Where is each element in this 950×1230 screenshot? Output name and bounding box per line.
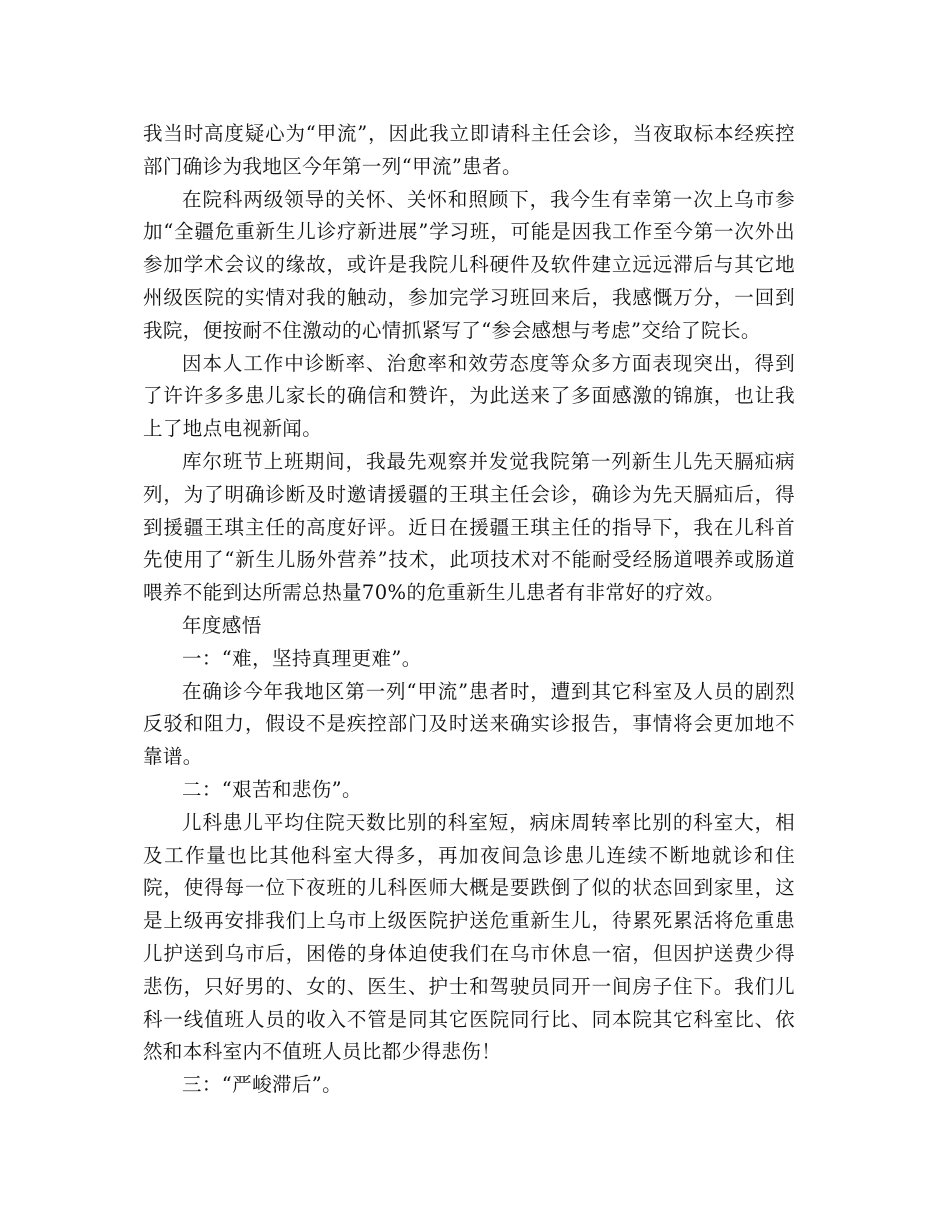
subheading: 三：“严峻滞后”。 (182, 1073, 343, 1097)
subheading: 一：“难，坚持真理更难”。 (182, 646, 422, 670)
subheading: 二：“艰苦和悲伤”。 (182, 777, 362, 801)
paragraph: 在确诊今年我地区第一列“甲流”患者时，遭到其它科室及人员的剧烈反驳和阻力，假设不是疾控部门及时送来确实诊报告，事情将会更加地不靠谱。 (143, 679, 795, 769)
paragraph: 儿科患儿平均住院天数比别的科室短，病床周转率比别的科室大，相及工作量也比其他科室大得多，再加夜间急诊患儿连续不断地就诊和住院，使得每一位下夜班的儿科医师大概是要跌倒了似的状态回到家里，这是上级再安排我们上乌市上级医院护送危重新生儿，待累死累活将危重患儿护送到乌市后，困倦的身体迫使我们在乌市休息一宿，但因护送费少得悲伤，只好男的、女的、医生、护士和驾驶员同开一间房子住下。我们儿科一线值班人员的收入不管是同其它医院同行比、同本院其它科室比、依然和本科室内不值班人员比都少得悲伤！ (143, 810, 795, 1064)
paragraph: 在院科两级领导的关怀、关怀和照顾下，我今生有幸第一次上乌市参加“全疆危重新生儿诊疗新进展”学习班，可能是因我工作至今第一次外出参加学术会议的缘故，或许是我院儿科硬件及软件建立远远滞后与其它地州级医院的实情对我的触动，参加完学习班回来后，我感慨万分，一回到我院，便按耐不住激动的心情抓紧写了“参会感想与考虑”交给了院长。 (143, 187, 795, 342)
document-body (143, 118, 795, 1102)
section-heading: 年度感悟 (182, 613, 262, 637)
paragraph: 库尔班节上班期间，我最先观察并发觉我院第一列新生儿先天膈疝病列，为了明确诊断及时邀请援疆的王琪主任会诊，确诊为先天膈疝后，得到援疆王琪主任的高度好评。近日在援疆王琪主任的指导下，我在儿科首先使用了“新生儿肠外营养”技术，此项技术对不能耐受经肠道喂养或肠道喂养不能到达所需总热量70%的危重新生儿患者有非常好的疗效。 (143, 449, 795, 605)
paragraph: 我当时高度疑心为“甲流”，因此我立即请科主任会诊，当夜取标本经疾控部门确诊为我地区今年第一列“甲流”患者。 (143, 122, 795, 178)
paragraph: 因本人工作中诊断率、治愈率和效劳态度等众多方面表现突出，得到了许许多多患儿家长的确信和赞许，为此送来了多面感激的锦旗，也让我上了地点电视新闻。 (143, 351, 795, 441)
